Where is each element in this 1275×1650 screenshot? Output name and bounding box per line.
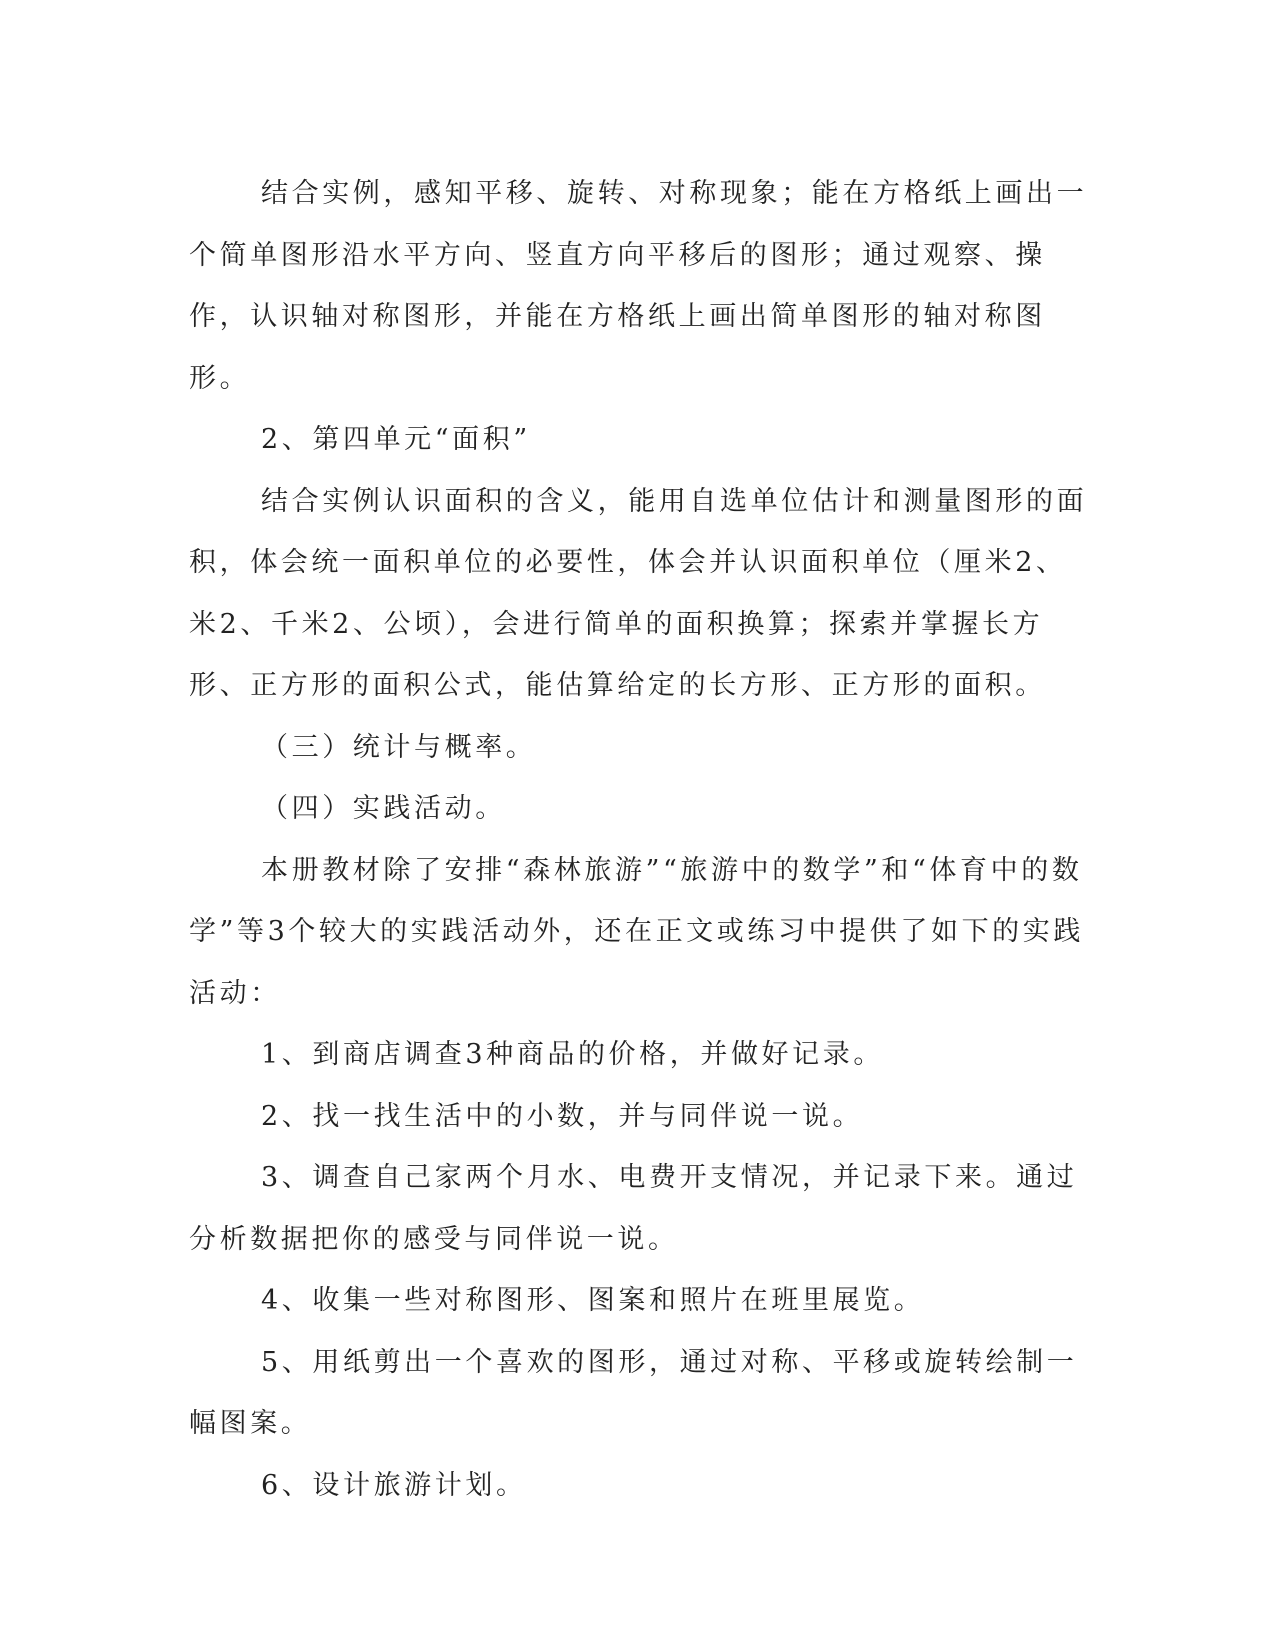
list-item-activity-1: 1、到商店调查3种商品的价格，并做好记录。 xyxy=(261,1039,884,1070)
list-item-activity-5: 5、用纸剪出一个喜欢的图形，通过对称、平移或旋转绘制一幅图案。 xyxy=(189,1346,1078,1439)
list-item-activity-4: 4、收集一些对称图形、图案和照片在班里展览。 xyxy=(261,1285,925,1316)
list-item-activity-2: 2、找一找生活中的小数，并与同伴说一说。 xyxy=(261,1100,864,1132)
paragraph-practice-intro: 本册教材除了安排“森林旅游”“旅游中的数学”和“体育中的数学”等3个较大的实践活动外，还在正文或练习中提供了如下的实践活动： xyxy=(189,854,1084,1009)
document-body xyxy=(189,163,1089,1516)
paragraph-practice-heading: （四）实践活动。 xyxy=(261,793,506,824)
paragraph-symmetry-translation: 结合实例，感知平移、旋转、对称现象；能在方格纸上画出一个简单图形沿水平方向、竖直方向平移后的图形；通过观察、操作，认识轴对称图形，并能在方格纸上画出简单图形的轴对称图形。 xyxy=(189,178,1088,394)
paragraph-statistics-heading: （三）统计与概率。 xyxy=(261,731,537,763)
paragraph-unit-four-heading: 2、第四单元“面积” xyxy=(261,424,531,455)
list-item-activity-3: 3、调查自己家两个月水、电费开支情况，并记录下来。通过分析数据把你的感受与同伴说一说。 xyxy=(189,1162,1078,1255)
list-item-activity-6: 6、设计旅游计划。 xyxy=(261,1469,527,1501)
paragraph-area-description: 结合实例认识面积的含义，能用自选单位估计和测量图形的面积，体会统一面积单位的必要性，体会并认识面积单位（厘米2、米2、千米2、公顷），会进行简单的面积换算；探索并掌握长方形、正方形的面积公式，能估算给定的长方形、正方形的面积。 xyxy=(189,485,1088,701)
